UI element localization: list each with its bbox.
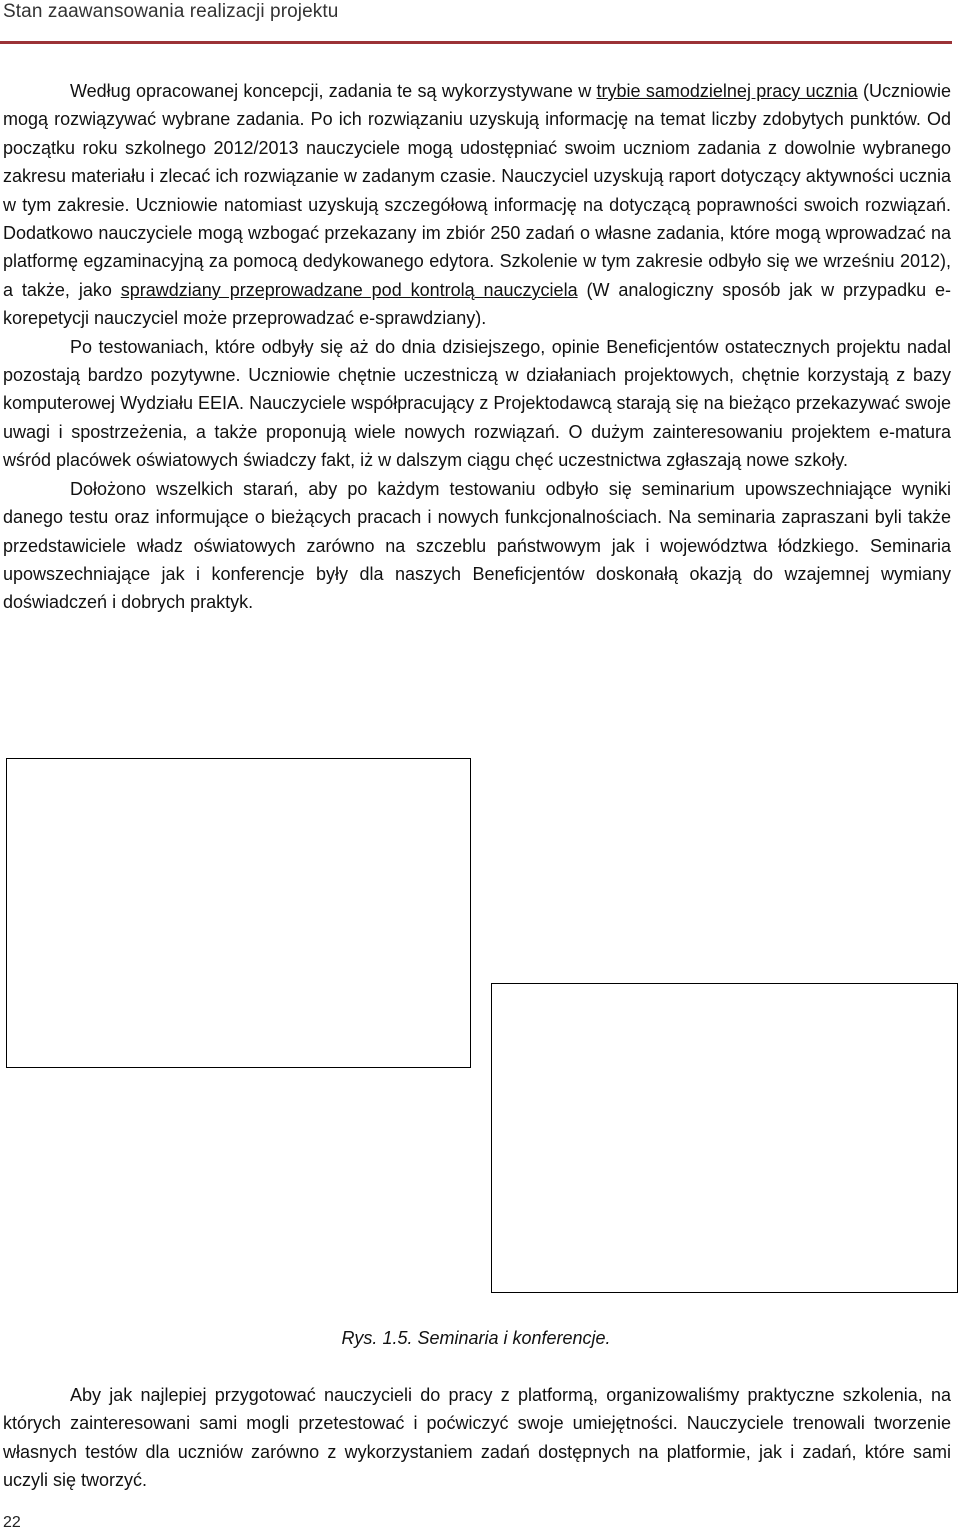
- underlined-phrase-supervised-tests: sprawdziany przeprowadzane pod kontrolą nauczyciela: [120, 279, 578, 300]
- paragraph-1-part-2: (Uczniowie mogą rozwiązywać wybrane zadania. Po ich rozwiązaniu uzyskują informację na temat liczby zdobytych punktów. Od początku roku szkolnego 2012/2013 nauczyciele mogą udostępniać swoim uczniom zadania z dowolnie wybranego zakresu materiału i zlecać ich rozwiązanie w zadanym czasie. Nauczyciel uzyskują raport dotyczący aktywności ucznia w tym zakresie. Uczniowie natomiast uzyskują szczegółową informację na dotyczącą poprawności swoich rozwiązań. Dodatkowo nauczyciele mogą wzbogać przekazany im zbiór 250 zadań o własne zadania, które mogą wprowadzać na platformę egzaminacyjną za pomocą dedykowanego edytora. Szkolenie w tym zakresie odbyło się we wrześniu 2012), a także, jako: [3, 81, 952, 300]
- running-head-title: Stan zaawansowania realizacji projektu: [3, 1, 339, 22]
- paragraph-3: Dołożono wszelkich starań, aby po każdym testowaniu odbyło się seminarium upowszechniające wyniki danego testu oraz informujące o bieżących pracach i nowych funkcjonalnościach. Na seminaria zapraszani byli także przedstawiciele władz oświatowych zarówno na szczeblu państwowym jak i województwa łódzkiego. Seminaria upowszechniające jak i konferencje były dla naszych Beneficjentów doskonałą okazją do wzajemnej wymiany doświadczeń i dobrych praktyk.: [3, 478, 951, 613]
- paragraph-4: Aby jak najlepiej przygotować nauczycieli do pracy z platformą, organizowaliśmy praktyczne szkolenia, na których zainteresowani sami mogli przetestować i poćwiczyć swoje umiejętności. Nauczyciele trenowali tworzenie własnych testów dla uczniów zarówno z wykorzystaniem zadań dostępnych na platformie, jak i zadań, które sami uczyli się tworzyć.: [3, 1385, 951, 1491]
- page-number: 22: [3, 1514, 21, 1531]
- paragraph-1: [3, 77, 951, 333]
- paragraph-1-part-1: Według opracowanej koncepcji, zadania te są wykorzystywane w: [70, 81, 597, 101]
- paragraph-1-part-3: (W analogiczny sposób jak w przypadku e-korepetycji nauczyciel może przeprowadzać e-sprawdziany).: [3, 279, 951, 329]
- underlined-phrase-self-study: trybie samodzielnej pracy ucznia: [596, 81, 858, 101]
- figure-photo-2: [491, 983, 958, 1293]
- header-rule: [0, 41, 952, 44]
- figure-caption: Rys. 1.5. Seminaria i konferencje.: [341, 1328, 611, 1348]
- body-text-top: [3, 77, 951, 617]
- paragraph-2: Po testowaniach, które odbyły się aż do dnia dzisiejszego, opinie Beneficjentów ostatecznych projektu nadal pozostają bardzo pozytywne. Uczniowie chętnie uczestniczą w działaniach projektowych, chętnie korzystają z bazy komputerowej Wydziału EEIA. Nauczyciele współpracujący z Projektodawcą starają się na bieżąco przekazywać swoje uwagi i spostrzeżenia, a także proponują wiele nowych rozwiązań. O dużym zainteresowaniu projektem e-matura wśród placówek oświatowych świadczy fakt, iż w dalszym ciągu chęć uczestnictwa zgłaszają nowe szkoły.: [3, 336, 951, 471]
- figure-photo-1: [6, 758, 471, 1068]
- body-text-bottom: [3, 1381, 951, 1495]
